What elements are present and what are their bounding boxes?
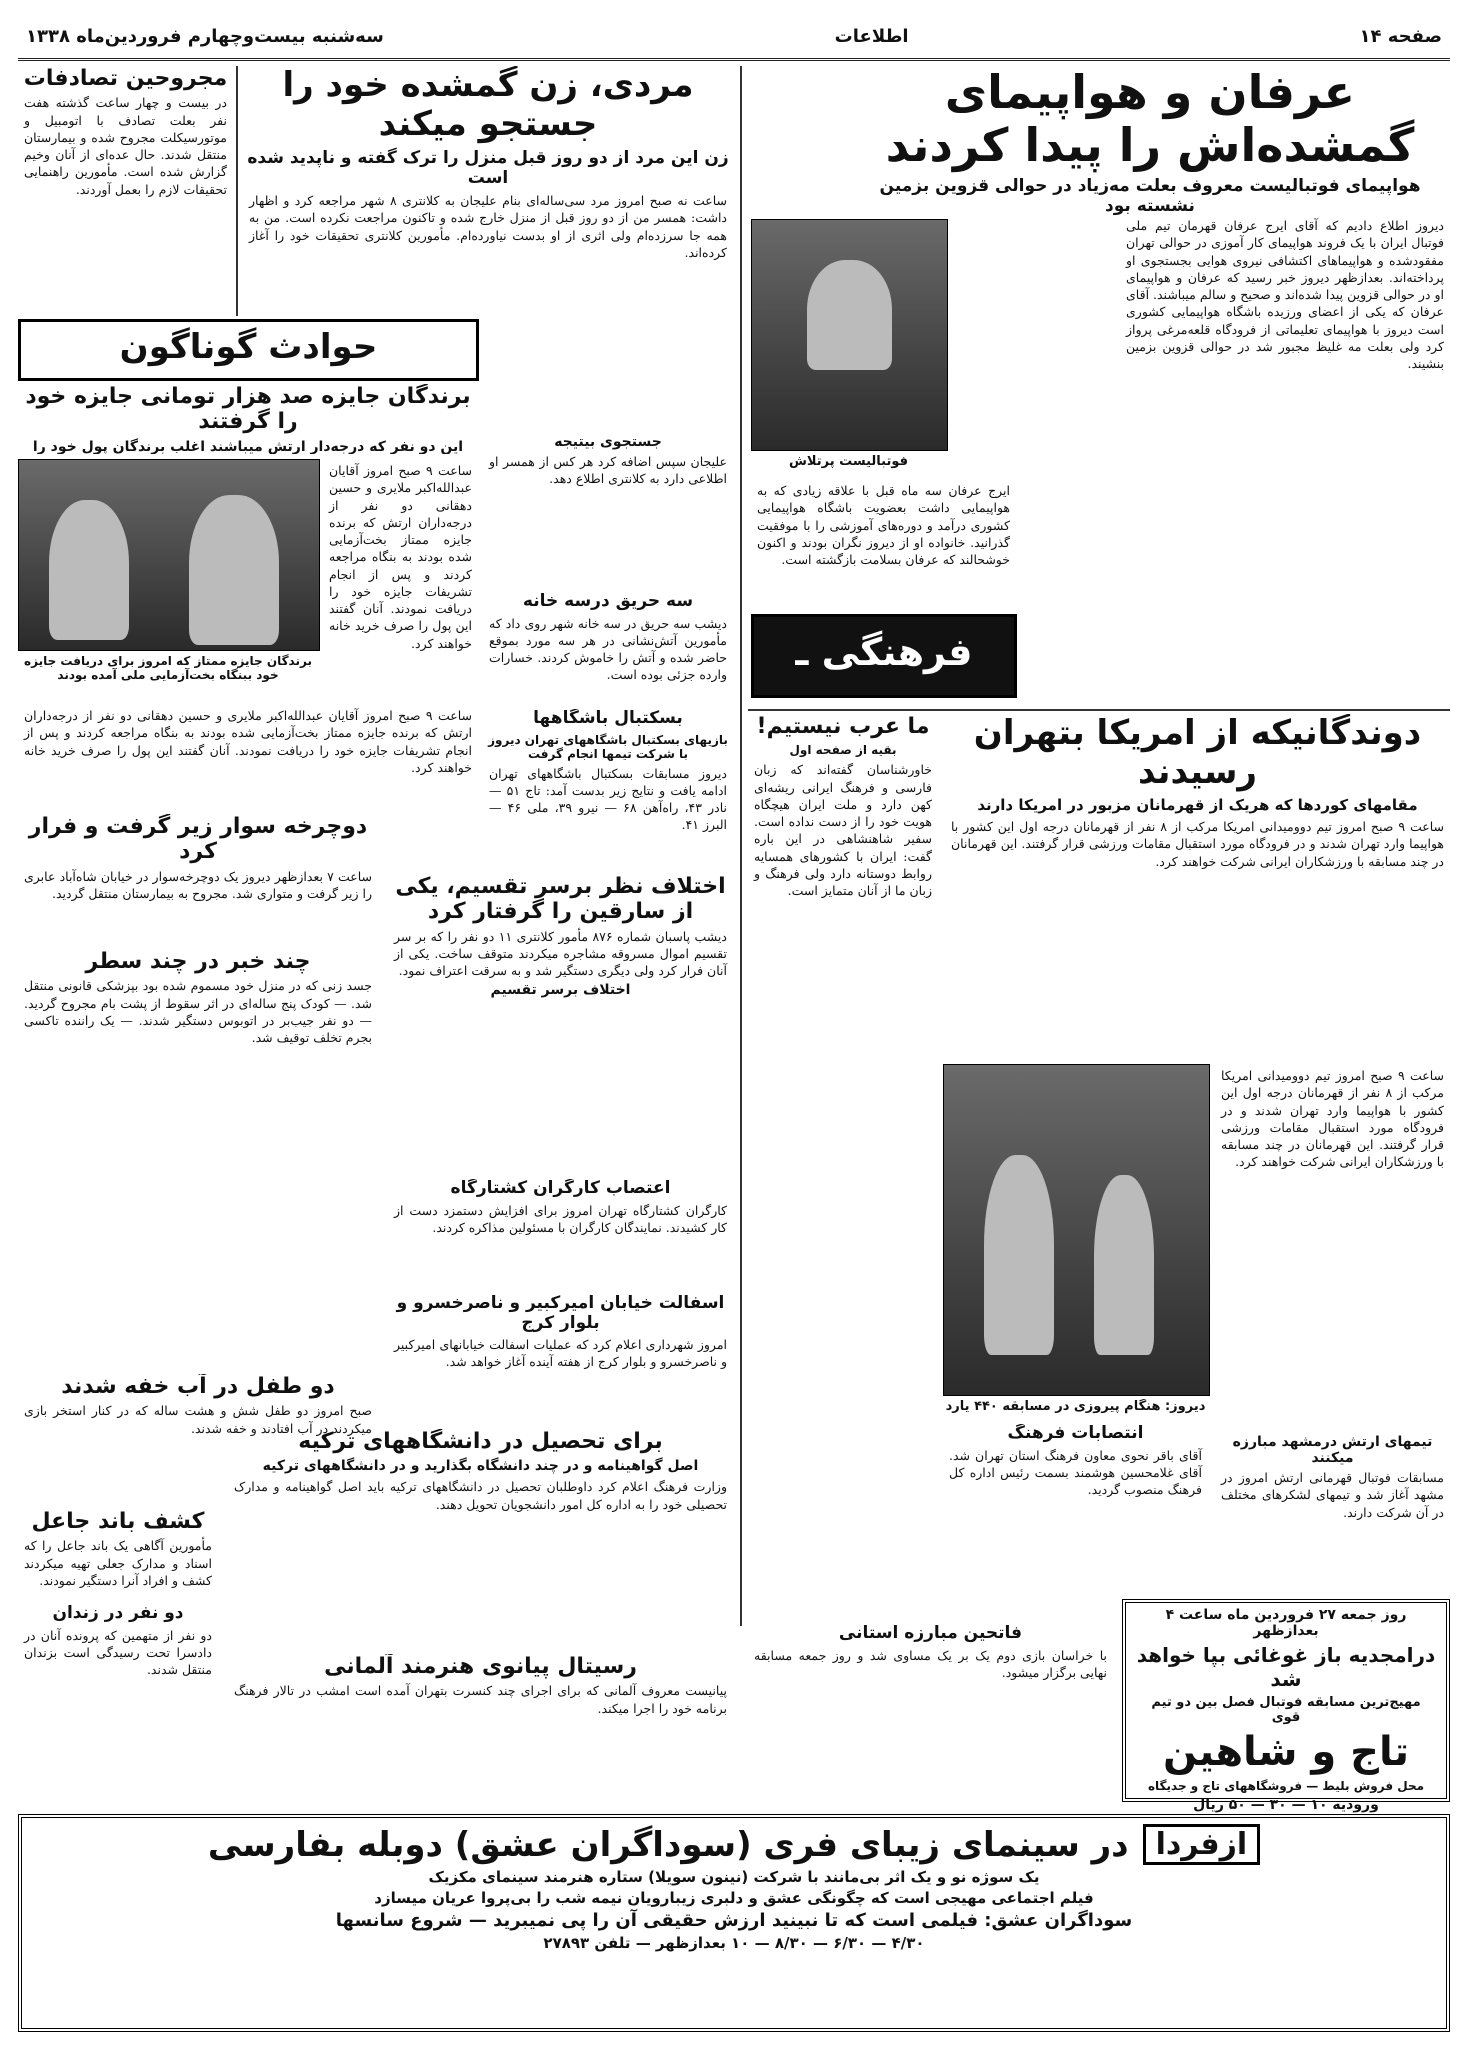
accident-injured-story	[18, 66, 233, 311]
not-arab-sub: بقیه از صفحه اول	[789, 743, 897, 758]
workers-strike-story	[388, 1179, 733, 1289]
basketball-sub: بازیهای بسکتبال باشگاههای تهران دیروز با شرکت تیمها انجام گرفت	[488, 732, 728, 761]
newspaper-name: اطلاعات	[834, 25, 909, 47]
turkey-sub: اصل گواهینامه و در چند دانشگاه بگذارید و در دانشگاههای ترکیه	[262, 1458, 699, 1475]
piano-headline: رسیتال پیانوی هنرمند آلمانی	[324, 1654, 637, 1679]
prize-headline: برندگان جایزه صد هزار تومانی جایزه خود را گرفتند	[25, 384, 471, 435]
appointments-text: آقای باقر نحوی معاون فرهنگ استان تهران شد. آقای غلامحسین هوشمند بسمت رئیس اداره کل فرهنگ منصوب گردید.	[949, 1447, 1202, 1498]
asphalt-story	[388, 1294, 733, 1424]
football-match-ad	[1122, 1599, 1450, 1813]
runners-sub: مقامهای کوردها که هریک از قهرمانان مزبور در امریکا دارند	[977, 796, 1418, 815]
turkey-text: وزارت فرهنگ اعلام کرد داوطلبان تحصیل در دانشگاههای ترکیه باید اصل گواهینامه و مدارک تحصیلی خود را به اداره کل امور دانشجویان تحویل دهند.	[234, 1479, 727, 1512]
cinema-ad	[18, 1814, 1450, 2032]
not-arab-text: خاورشناسان گفته‌اند که زبان فارسی و فرهنگ ایرانی ریشه‌ای کهن دارد و ملت ایران هیچگاه هویت خود را از دست نداده است. سفیر شاهنشاهی در این باره گفت: ایران با کشورهای همسایه روابط دوستانه دارد ولی فرهنگ و زبان ما از آنان متمایز است.	[754, 762, 932, 899]
army-teams-headline: تیمهای ارتش درمشهد مبارزه میکنند	[1232, 1434, 1433, 1467]
main-story-header	[850, 66, 1450, 216]
cinema-ad-line-1: یک سوژه نو و یک اثر بی‌مانند با شرکت (نینون سویلا) ستاره هنرمند سینمای مکزیک	[428, 1868, 1040, 1886]
main-subheadline-1: هواپیمای فوتبالیست معروف بعلت مه‌زیاد در حوالی قزوین بزمین نشسته بود	[879, 175, 1421, 216]
note-title: جستجوی بیتیجه	[554, 434, 662, 450]
asphalt-text: امروز شهرداری اعلام کرد که عملیات اسفالت خیابانهای امیرکبیر و ناصرخسرو و بلوار کرج از هفته آینده آغاز خواهد شد.	[394, 1337, 727, 1370]
basketball-text: دیروز مسابقات بسکتبال باشگاههای تهران ادامه یافت و نتایج زیر بدست آمد: تاج ۵۱ — نادر ۴۳، راه‌آهن ۶۸ — نیرو ۳۹، ملی ۴۶ — البرز ۴۱.	[489, 765, 728, 833]
cinema-ad-line-2: فیلم اجتماعی مهیجی است که چگونگی عشق و دلبری زیبارویان نیمه شب را بی‌پروا عریان میسازد	[374, 1889, 1094, 1907]
prize-winners-photo	[18, 459, 320, 651]
runner-photo-caption: دیروز: هنگام پیروزی در مسابقه ۴۴۰ یارد	[945, 1399, 1206, 1414]
cyclist-text: ساعت ۷ بعدازظهر دیروز یک دوچرخه‌سوار در خیابان شاه‌آباد عابری را زیر گرفت و متواری شد. مجروح به بیمارستان منتقل گردید.	[24, 868, 372, 901]
runner-figure-2	[1094, 1175, 1154, 1355]
missing-wife-note	[483, 434, 733, 584]
cyclist-headline: دوچرخه سوار زیر گرفت و فرار کرد	[28, 814, 368, 865]
missing-wife-sub: زن این مرد از دو روز قبل منزل را ترک گفته و ناپدید شده است	[247, 148, 729, 189]
not-arab-story	[748, 714, 938, 1354]
winner-figure-left	[49, 500, 129, 640]
children-headline: دو طفل در آب خفه شدند	[61, 1374, 335, 1399]
fire-headline: سه حریق درسه خانه	[522, 592, 694, 611]
brief-news-story	[18, 949, 378, 1369]
portrait-figure	[807, 260, 892, 370]
workers-text: کارگران کشتارگاه تهران امروز برای افزایش دستمزد دست از کار کشیدند. نمایندگان کارگران با مسئولین مذاکره کردند.	[394, 1202, 727, 1235]
winner-figure-right	[189, 495, 279, 645]
turkey-headline: برای تحصیل در دانشگاههای ترکیه	[298, 1429, 663, 1454]
page-number: صفحه ۱۴	[1359, 25, 1442, 47]
injured-text: در بیست و چهار ساعت گذشته هفت نفر بعلت تصادف با اتومبیل و موتورسیکلت مجروح شده و بیمارستان منتقل شدند. حال عده‌ای از آنان وخیم گزارش شده است. مأمورین راهنمایی تحقیقات لازم را بعمل آوردند.	[24, 95, 227, 197]
appointments-story	[943, 1424, 1208, 1619]
thief-note-title: اختلاف برسر تقسیم	[490, 982, 631, 999]
cinema-ad-title: در سینمای زیبای فری (سوداگران عشق) دوبله بفارسی	[207, 1824, 1129, 1865]
runners-headline: دوندگانیکه از امریکا بتهران رسیدند	[973, 714, 1422, 793]
various-events-banner: حوادث گوناگون	[18, 319, 479, 381]
runners-text: ساعت ۹ صبح امروز تیم دوومیدانی امریکا مرکب از ۸ نفر از قهرمانان درجه اول این کشور با هواپیما وارد تهران شدند و در فرودگاه مورد استقبال مقامات ورزشی قرار گرفتند. این قهرمانان در چند مسابقه با ورزشکاران ایرانی شرکت خواهند کرد.	[951, 819, 1444, 869]
cyclist-story	[18, 814, 378, 944]
runners-story	[945, 714, 1450, 1064]
prize-sub: این دو نفر که درجه‌دار ارتش میباشند اغلب برندگان پول خود را	[32, 438, 464, 454]
match-ad-price: ورودیه ۱۰ — ۳۰ — ۵۰ ریال	[1193, 1797, 1379, 1813]
footballer-photo	[751, 219, 948, 451]
culture-sport-banner: فرهنگی ـ	[751, 614, 1017, 698]
thief-headline: اختلاف نظر برسر تقسیم، یکی از سارقین را گرفتار کرد	[395, 874, 726, 925]
main-headline: عرفان و هواپیمای گمشده‌اش را پیدا کردند	[885, 66, 1415, 172]
prize-story-body	[323, 459, 478, 699]
prize-continued-text: ساعت ۹ صبح امروز آقایان عبدالله‌اکبر ملایری و حسین دهقانی دو نفر از درجه‌داران ارتش که برنده جایزه ممتاز بخت‌آزمایی شده بودند به بنگاه مراجعه کردند و پس از انجام تشریفات جایزه خود را دریافت نمودند. آنان گفتند این پول را صرف خرید خانه خواهند کرد.	[24, 708, 472, 775]
runner-photo	[943, 1064, 1210, 1396]
army-teams-text: مسابقات فوتبال قهرمانی ارتش امروز در مشهد آغاز شد و تیمهای لشکرهای مختلف در آن شرکت دارند.	[1221, 1470, 1444, 1520]
missing-wife-headline: مردی، زن گمشده خود را جستجو میکند	[282, 66, 694, 145]
piano-text: پیانیست معروف آلمانی که برای اجرای چند کنسرت بتهران آمده است امشب در تالار فرهنگ برنامه خود را اجرا میکند.	[234, 1683, 727, 1716]
prize-photo-caption: برندگان جایزه ممتاز که امروز برای دریافت جایزه خود ببنگاه بخت‌آزمایی ملی آمده بودند	[24, 654, 312, 682]
runners-continued-text: ساعت ۹ صبح امروز تیم دوومیدانی امریکا مرکب از ۸ نفر از قهرمانان درجه اول این کشور با هواپیما وارد تهران شدند و در فرودگاه مورد استقبال مقامات ورزشی قرار گرفتند. این قهرمانان در چند مسابقه با ورزشکاران ایرانی شرکت خواهند کرد.	[1221, 1068, 1444, 1170]
appointments-headline: انتصابات فرهنگ	[1007, 1424, 1144, 1443]
footballer-caption: فوتبالیست پرتلاش	[788, 454, 909, 469]
column-rule	[236, 66, 238, 316]
match-ad-tagline: درامجدیه باز غوغائی بپا خواهد شد	[1136, 1643, 1436, 1691]
match-ad-date: روز جمعه ۲۷ فروردین ماه ساعت ۴ بعدازظهر	[1165, 1607, 1407, 1639]
army-teams-story	[1215, 1434, 1450, 1589]
section-rule	[748, 709, 1450, 711]
thief-dispute-story	[388, 874, 733, 1174]
main-story-body	[1120, 214, 1450, 724]
not-arab-headline: ما عرب نیستیم!	[756, 714, 930, 739]
match-ad-desc: مهیج‌ترین مسابقه فوتبال فصل بین دو تیم قوی	[1151, 1695, 1421, 1725]
missing-wife-text: ساعت نه صبح امروز مرد سی‌ساله‌ای بنام علیجان به کلانتری ۸ شهر مراجعه کرد و اظهار داشت: همسر من از دو روز قبل از منزل خارج شده و تاکنون مراجعت نکرده است. من به همه جا سرزده‌ام ولی اثری از او بدست نیاورده‌ام. مأمورین کلانتری تحقیقات خود را آغاز کرده‌اند.	[249, 193, 727, 260]
forgery-text: مأمورین آگاهی یک باند جاعل را که اسناد و مدارک جعلی تهیه میکردند کشف و افراد آنرا دستگیر نمودند.	[24, 1538, 212, 1588]
match-ad-tickets: محل فروش بلیط — فروشگاههای تاج و جدیگاه	[1147, 1779, 1425, 1793]
children-text: صبح امروز دو طفل شش و هشت ساله که در کنار استخر بازی میکردند در آب افتادند و خفه شدند.	[24, 1403, 372, 1436]
thief-text: دیشب پاسبان شماره ۸۷۶ مأمور کلانتری ۱۱ دو نفر را که بر سر تقسیم اموال مسروقه مشاجره میکردند متوقف ساخت. یکی از آنان فرار کرد ولی دیگری دستگیر شد و به سرقت اعتراف نمود.	[394, 928, 727, 979]
prize-story-continued	[18, 704, 478, 804]
prison-headline: دو نفر در زندان	[52, 1604, 184, 1623]
fire-story	[483, 592, 733, 702]
cinema-ad-tag: ازفردا	[1143, 1824, 1261, 1865]
turkey-university-story	[228, 1429, 733, 1649]
khorasan-headline: فاتحین مبارزه استانی	[838, 1624, 1023, 1643]
match-ad-teams: تاج و شاهین	[1163, 1729, 1409, 1775]
basketball-headline: بسکتبال باشگاهها	[533, 709, 683, 728]
runner-figure-1	[984, 1155, 1054, 1355]
cinema-ad-line-3: سوداگران عشق: فیلمی است که تا نبینید ارزش حقیقی آن را پی نمیبرید — شروع سانسها	[335, 1910, 1133, 1931]
khorasan-text: با خراسان بازی دوم یک بر یک مساوی شد و روز جمعه مسابقه نهایی برگزار میشود.	[754, 1647, 1107, 1680]
forgery-story	[18, 1509, 218, 1599]
prize-story-header	[18, 384, 478, 454]
prison-text: دو نفر از متهمین که پرونده آنان در دادسرا تحت رسیدگی است بزندان منتقل شدند.	[24, 1627, 212, 1678]
piano-recital-story	[228, 1654, 733, 1799]
main-story-text: دیروز اطلاع دادیم که آقای ایرج عرفان قهرمان تیم ملی فوتبال ایران با یک فروند هواپیمای کار آموزی در حوالی تهران مفقودشده و هواپیماهای اکتشافی نیروی هوایی بجستجوی او پرداخته‌اند. بعدازظهر دیروز خبر رسید که عرفان و هواپیمای او در حوالی قزوین پیدا شده‌اند و صحیح و سالم میباشند. آقای عرفان که یکی از اعضای ورزیده باشگاه هواپیمایی کشوری است دیروز با هواپیمای تعلیماتی از فرودگاه قلعه‌مرغی پرواز کرد ولی بعلت مه غلیظ مجبور شد در حوالی قزوین بزمین بنشیند.	[1126, 218, 1444, 371]
footballer-bio-text: ایرج عرفان سه ماه قبل با علاقه زیادی که به هواپیمایی داشت بعضویت باشگاه هواپیمایی کشوری درآمد و دوره‌های آموزشی را با موفقیت گذرانید. خانواده او از دیروز نگران بودند و اکنون خوشحالند که عرفان بسلامت بازگشته است.	[757, 483, 1010, 567]
masthead	[18, 14, 1450, 61]
asphalt-headline: اسفالت خیابان امیرکبیر و ناصرخسرو و بلوار کرج	[396, 1294, 725, 1333]
injured-headline: مجروحین تصادفات	[23, 66, 228, 91]
brief-headline: چند خبر در چند سطر	[85, 949, 311, 974]
issue-date: سه‌شنبه بیست‌وچهارم فروردین‌ماه ۱۳۳۸	[26, 25, 384, 47]
fire-text: دیشب سه حریق در سه خانه شهر روی داد که مأمورین آتش‌نشانی در هر سه مورد بموقع حاضر شده و آتش را خاموش کردند. خسارات وارده جزئی بوده است.	[489, 615, 727, 683]
basketball-story	[483, 709, 733, 864]
workers-headline: اعتصاب کارگران کشتارگاه	[450, 1179, 671, 1198]
runners-story-continued	[1215, 1064, 1450, 1434]
prison-story	[18, 1604, 218, 1799]
note-text: علیجان سپس اضافه کرد هر کس از همسر او اطلاعی دارد به کلانتری اطلاع دهد.	[489, 454, 727, 487]
brief-text: جسد زنی که در منزل خود مسموم شده بود بپزشکی قانونی منتقل شد. — کودک پنج ساله‌ای در اثر سقوط از پشت بام مجروح گردید. — دو نفر جیب‌بر در اتوبوس دستگیر شدند. — یک راننده تاکسی بجرم تخلف توقیف شد.	[24, 978, 372, 1046]
column-rule	[740, 66, 742, 1626]
forgery-headline: کشف باند جاعل	[31, 1509, 205, 1534]
cinema-ad-showtimes: ۴/۳۰ — ۶/۳۰ — ۸/۳۰ — ۱۰ بعدازظهر — تلفن ۲۷۸۹۳	[543, 1934, 925, 1952]
khorasan-match-story	[748, 1624, 1113, 1799]
prize-text: ساعت ۹ صبح امروز آقایان عبدالله‌اکبر ملایری و حسین دهقانی دو نفر از درجه‌داران ارتش که برنده جایزه ممتاز بخت‌آزمایی شده بودند به بنگاه مراجعه کردند و پس از انجام تشریفات جایزه خود را دریافت نمودند. آنان گفتند این پول را صرف خرید خانه خواهند کرد.	[329, 463, 472, 651]
newspaper-page	[18, 14, 1450, 2034]
